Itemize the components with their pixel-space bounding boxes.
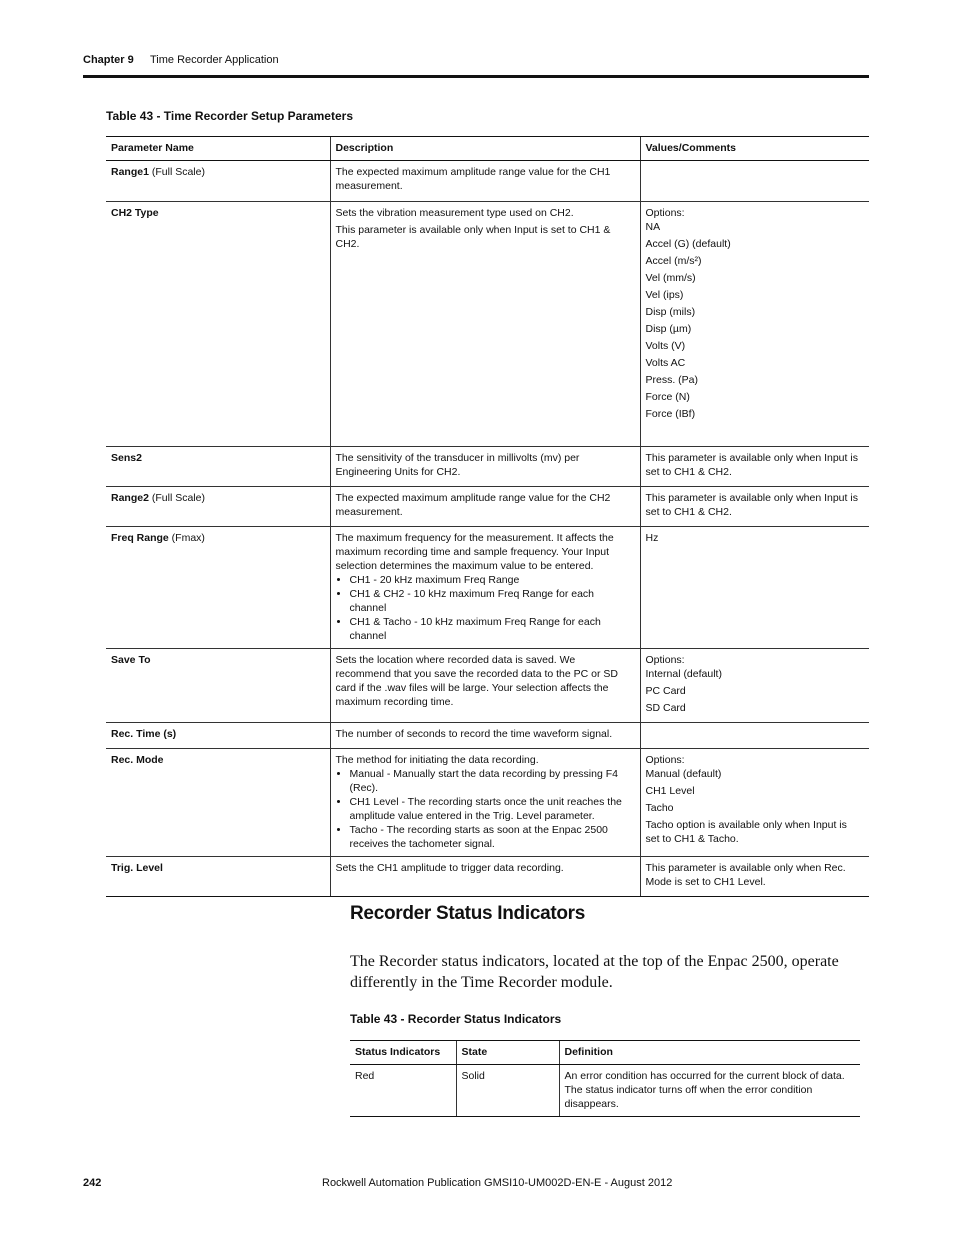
description-text: This parameter is available only when Input is set to CH1 & CH2. [335, 224, 611, 250]
column-header: Values/Comments [640, 137, 869, 161]
parameter-values [640, 527, 869, 649]
table-cell: Solid [456, 1065, 559, 1117]
parameter-description [330, 161, 640, 202]
parameter-description [330, 723, 640, 749]
description-text: The sensitivity of the transducer in millivolts (mv) per Engineering Units for CH2. [335, 452, 580, 478]
description-text: Sets the vibration measurement type used on CH2. [335, 207, 574, 219]
parameter-values [640, 723, 869, 749]
publication-info: Rockwell Automation Publication GMSI10-UM002D-EN-E - August 2012 [322, 1177, 673, 1189]
table-row [106, 649, 869, 723]
parameter-values [640, 487, 869, 527]
description-text: The maximum frequency for the measurement. It affects the maximum recording time and sample frequency. Your Input selection determines the maximum value to be entered. [335, 532, 614, 572]
table-header-row [350, 1041, 860, 1065]
column-header: State [456, 1041, 559, 1065]
value-item: NA [645, 221, 661, 233]
status-indicators-table [350, 1040, 860, 1117]
description-text: The method for initiating the data recording. [335, 754, 539, 766]
description-text: Sets the CH1 amplitude to trigger data recording. [335, 862, 564, 874]
section-label: Time Recorder Application [150, 54, 279, 66]
section-body: The Recorder status indicators, located at the top of the Enpac 2500, operate differently in the Time Recorder module. [350, 953, 839, 991]
table-row [106, 723, 869, 749]
table-cell: An error condition has occurred for the current block of data. The status indicator turns off when the error condition disappears. [559, 1065, 860, 1117]
table-row [106, 749, 869, 857]
value-item: This parameter is available only when Rec. Mode is set to CH1 Level. [645, 862, 846, 888]
parameter-name [106, 857, 330, 897]
bullet-item: • CH1 & Tacho - 10 kHz maximum Freq Range for each channel [350, 615, 634, 643]
table-row [106, 447, 869, 487]
section-title: Recorder Status Indicators [350, 903, 586, 924]
parameter-name [106, 649, 330, 723]
setup-parameters-table [106, 136, 869, 897]
parameter-name [106, 749, 330, 857]
value-item: Options: [645, 207, 685, 219]
parameter-description [330, 749, 640, 857]
value-item: This parameter is available only when Input is set to CH1 & CH2. [645, 452, 858, 478]
parameter-description [330, 447, 640, 487]
value-item: Internal (default) [645, 668, 722, 680]
value-item: This parameter is available only when Input is set to CH1 & CH2. [645, 492, 858, 518]
parameter-name [106, 447, 330, 487]
bullet-item: • CH1 - 20 kHz maximum Freq Range [350, 573, 634, 587]
value-item: Force (N) [645, 391, 690, 403]
column-header: Description [330, 137, 640, 161]
description-bullets [336, 767, 634, 851]
value-item: Volts AC [645, 357, 686, 369]
value-item: CH1 Level [645, 785, 695, 797]
table-row [106, 527, 869, 649]
value-item: Tacho [645, 802, 674, 814]
value-item: Accel (m/s²) [645, 255, 702, 267]
value-item: Options: [645, 654, 685, 666]
value-item: Disp (mils) [645, 306, 696, 318]
value-item: Volts (V) [645, 340, 686, 352]
parameter-description [330, 202, 640, 447]
parameter-name-label: Range1 [111, 166, 149, 178]
column-header: Definition [559, 1041, 860, 1065]
parameter-values [640, 649, 869, 723]
parameter-name [106, 487, 330, 527]
column-header: Parameter Name [106, 137, 330, 161]
parameter-values [640, 161, 869, 202]
parameter-name-label: Range2 [111, 492, 149, 504]
parameter-description [330, 857, 640, 897]
table2-caption: Table 43 - Recorder Status Indicators [350, 1012, 562, 1026]
table-header-row [106, 137, 869, 161]
parameter-name-label: Trig. Level [111, 862, 163, 874]
value-item: PC Card [645, 685, 686, 697]
value-item: Tacho option is available only when Input is set to CH1 & Tacho. [645, 819, 847, 845]
bullet-item: • CH1 Level - The recording starts once the unit reaches the amplitude value entered in the Trig. Level parameter. [350, 795, 634, 823]
parameter-name-label: Freq Range [111, 532, 169, 544]
description-text: Sets the location where recorded data is saved. We recommend that you save the recorded data to the PC or SD card if the .wav files will be large. Your selection affects the maximum recording time. [335, 654, 618, 708]
parameter-description [330, 649, 640, 723]
parameter-name-label: Save To [111, 654, 151, 666]
chapter-label: Chapter 9 [83, 54, 134, 66]
parameter-values [640, 749, 869, 857]
table-row [106, 202, 869, 447]
table-row [350, 1065, 860, 1117]
description-text: The expected maximum amplitude range value for the CH1 measurement. [335, 166, 611, 192]
bullet-item: • Manual - Manually start the data recording by pressing F4 (Rec). [350, 767, 634, 795]
table-row [106, 161, 869, 202]
parameter-values [640, 447, 869, 487]
value-item: Hz [645, 532, 659, 544]
parameter-name [106, 527, 330, 649]
table-row [106, 857, 869, 897]
value-item: Force (IBf) [645, 408, 696, 420]
parameter-qualifier: (Full Scale) [148, 166, 205, 178]
value-item: Options: [645, 754, 685, 766]
value-item: Vel (mm/s) [645, 272, 696, 284]
table-row [106, 487, 869, 527]
parameter-name [106, 723, 330, 749]
description-text: The expected maximum amplitude range value for the CH2 measurement. [335, 492, 611, 518]
value-item: Vel (ips) [645, 289, 684, 301]
parameter-name-label: Sens2 [111, 452, 142, 464]
parameter-name-label: Rec. Mode [111, 754, 164, 766]
parameter-name [106, 161, 330, 202]
parameter-description [330, 527, 640, 649]
page-header [83, 53, 869, 78]
parameter-qualifier: (Full Scale) [148, 492, 205, 504]
value-item: Disp (µm) [645, 323, 692, 335]
value-item: Press. (Pa) [645, 374, 699, 386]
table-cell: Red [350, 1065, 456, 1117]
parameter-values [640, 857, 869, 897]
parameter-qualifier: (Fmax) [168, 532, 205, 544]
description-text: The number of seconds to record the time waveform signal. [335, 728, 613, 740]
parameter-description [330, 487, 640, 527]
page-number: 242 [83, 1177, 102, 1189]
bullet-item: • CH1 & CH2 - 10 kHz maximum Freq Range for each channel [350, 587, 634, 615]
description-bullets [336, 573, 634, 643]
parameter-name-label: CH2 Type [111, 207, 159, 219]
bullet-item: • Tacho - The recording starts as soon at the Enpac 2500 receives the tachometer signal. [350, 823, 634, 851]
value-item: Accel (G) (default) [645, 238, 731, 250]
parameter-values [640, 202, 869, 447]
parameter-name [106, 202, 330, 447]
value-item: Manual (default) [645, 768, 722, 780]
value-item: SD Card [645, 702, 686, 714]
parameter-name-label: Rec. Time (s) [111, 728, 177, 740]
table1-caption: Table 43 - Time Recorder Setup Parameters [106, 109, 353, 123]
column-header: Status Indicators [350, 1041, 456, 1065]
